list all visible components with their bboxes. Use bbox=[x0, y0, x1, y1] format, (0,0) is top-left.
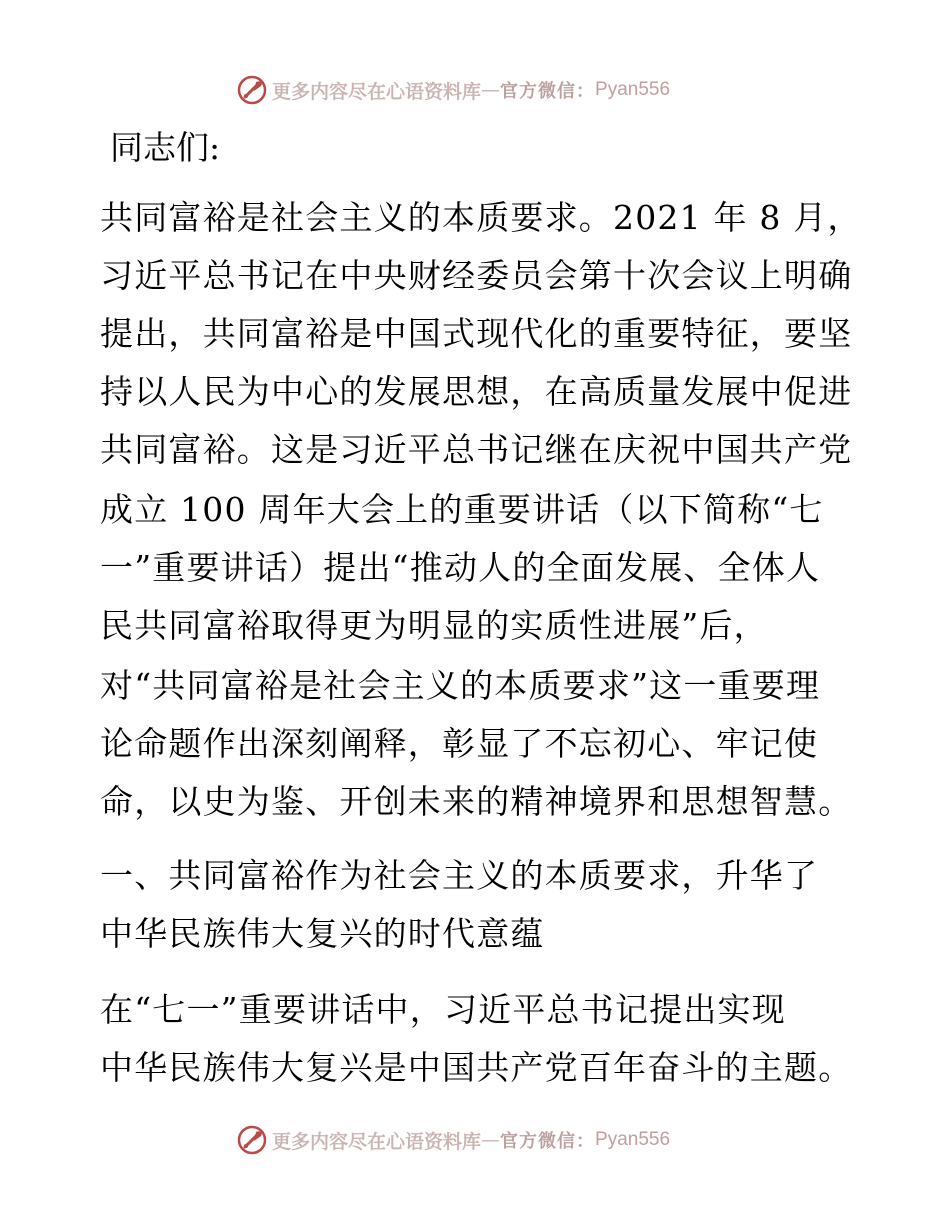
watermark-wechat-id: Pyan556 bbox=[595, 79, 671, 100]
watermark-text: 更多内容尽在心语资料库 bbox=[272, 1130, 482, 1153]
paragraph-line: 共同富裕。这是习近平总书记继在庆祝中国共产党 bbox=[100, 430, 853, 469]
watermark-dash: — bbox=[481, 79, 501, 101]
watermark-text: 更多内容尽在心语资料库 bbox=[272, 80, 482, 103]
watermark-dash: — bbox=[481, 1129, 501, 1151]
watermark-wechat-label: 官方微信： bbox=[500, 1131, 596, 1152]
quill-logo-icon bbox=[236, 1124, 268, 1156]
watermark-wechat-label: 官方微信： bbox=[500, 81, 596, 102]
paragraph-line: 命，以史为鉴、开创未来的精神境界和思想智慧。 bbox=[100, 782, 853, 821]
section-heading-line: 一、共同富裕作为社会主义的本质要求，升华了 bbox=[100, 856, 819, 895]
watermark-wechat-id: Pyan556 bbox=[595, 1129, 671, 1150]
paragraph-line: 论命题作出深刻阐释，彰显了不忘初心、牢记使 bbox=[100, 724, 819, 763]
quill-logo-icon bbox=[236, 74, 268, 106]
paragraph-line: 提出，共同富裕是中国式现代化的重要特征，要坚 bbox=[100, 314, 853, 353]
paragraph-line: 在“七一”重要讲话中，习近平总书记提出实现 bbox=[100, 990, 786, 1029]
paragraph-line: 成立 100 周年大会上的重要讲话（以下简称“七 bbox=[100, 490, 824, 529]
paragraph-line: 共同富裕是社会主义的本质要求。2021 年 8 月， bbox=[100, 198, 862, 237]
paragraph-line: 中华民族伟大复兴是中国共产党百年奋斗的主题。 bbox=[100, 1048, 853, 1087]
paragraph-line: 习近平总书记在中央财经委员会第十次会议上明确 bbox=[100, 256, 853, 295]
paragraph-line: 持以人民为中心的发展思想，在高质量发展中促进 bbox=[100, 372, 853, 411]
greeting: 同志们: bbox=[110, 128, 221, 167]
section-heading-line: 中华民族伟大复兴的时代意蕴 bbox=[100, 914, 545, 953]
footer-watermark bbox=[236, 1123, 670, 1157]
paragraph-line: 一”重要讲话）提出“推动人的全面发展、全体人 bbox=[100, 548, 821, 587]
header-watermark bbox=[236, 73, 670, 107]
paragraph-line: 民共同富裕取得更为明显的实质性进展”后， bbox=[100, 606, 768, 645]
paragraph-line: 对“共同富裕是社会主义的本质要求”这一重要理 bbox=[100, 666, 821, 705]
